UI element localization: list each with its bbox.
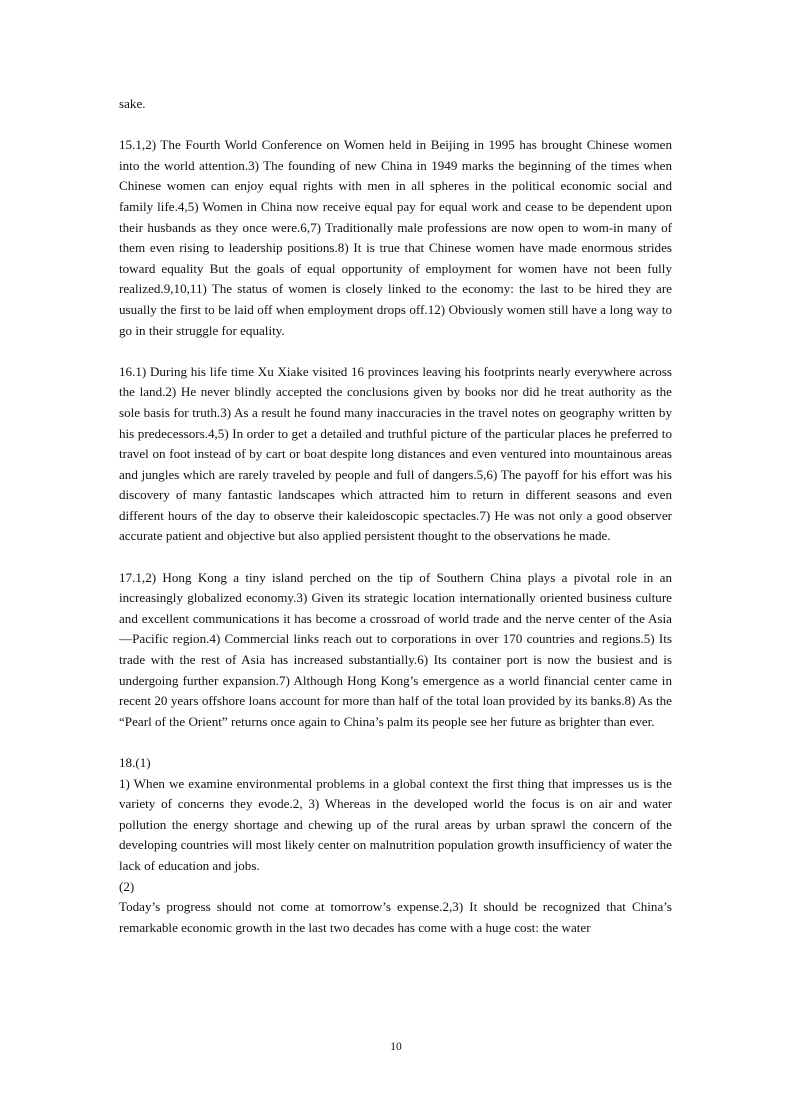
paragraph-15: 15.1,2) The Fourth World Conference on Women held in Beijing in 1995 has brought Chinese women into the world attention.3) The founding of new China in 1949 marks the beginning of the times when Chinese women can enjoy equal rights with men in all spheres in the political economic social and family life.4,5) Women in China now receive equal pay for equal work and cease to be dependent upon their husbands as they once were.6,7) Traditionally male professions are now open to wom-in many of them even rising to leadership positions.8) It is true that Chinese women have made enormous strides toward equality But the goals of equal opportunity of employment for women have not been fully realized.9,10,11) The status of women is closely linked to the economy: the last to be hired they are usually the first to be laid off when employment drops off.12) Obviously women still have a long way to go in their struggle for equality. (119, 137, 672, 338)
paragraph-spacer (119, 732, 672, 753)
paragraph-sake: sake. (119, 96, 146, 111)
paragraph-spacer (119, 115, 672, 136)
paragraph-18-part-2: Today’s progress should not come at tomorrow’s expense.2,3) It should be recognized that China’s remarkable economic growth in the last two decades has come with a huge cost: the water (119, 899, 672, 935)
page-number: 10 (390, 1041, 402, 1053)
paragraph-spacer (119, 341, 672, 362)
paragraph-spacer (119, 547, 672, 568)
paragraph-18-part-1: 1) When we examine environmental problems in a global context the first thing that impresses us is the variety of concerns they evode.2, 3) Whereas in the developed world the focus is on air and water pollution the energy shortage and chewing up of the rural areas by urban sprawl the concern of the developing countries will most likely center on malnutrition population growth insufficiency of water the lack of education and jobs. (119, 775, 672, 873)
paragraph-16: 16.1) During his life time Xu Xiake visited 16 provinces leaving his footprints nearly everywhere across the land.2) He never blindly accepted the conclusions given by books nor did he treat authority as the sole basis for truth.3) As a result he found many inaccuracies in the travel notes on geography written by his predecessors.4,5) In order to get a detailed and truthful picture of the particular places he preferred to travel on foot instead of by cart or boat despite long distances and even ventured into mountainous areas and jungles which are rarely traveled by people and full of dangers.5,6) The payoff for his effort was his discovery of many fantastic landscapes which attracted him to return in different seasons and even different hours of the day to observe their kaleidoscopic spectacles.7) He was not only a good observer accurate patient and objective but also applied persistent thought to the observations he made. (119, 363, 672, 544)
paragraph-17: 17.1,2) Hong Kong a tiny island perched on the tip of Southern China plays a pivotal role in an increasingly globalized economy.3) Given its strategic location internationally oriented business culture and excellent communications it has become a crossroad of world trade and the nerve center of the Asia—Pacific region.4) Commercial links reach out to corporations in over 170 countries and regions.5) Its trade with the rest of Asia has increased substantially.6) Its container port is now the busiest and is undergoing further expansion.7) Although Hong Kong’s emergence as a world financial center came in recent 20 years offshore loans account for more than half of the total loan provided by its banks.8) As the “Pearl of the Orient” returns once again to China’s palm its people see her future as brighter than ever. (119, 569, 672, 729)
document-body (119, 94, 672, 938)
paragraph-18-heading: 18.(1) (119, 755, 151, 770)
paragraph-18-subheading-2: (2) (119, 878, 135, 894)
